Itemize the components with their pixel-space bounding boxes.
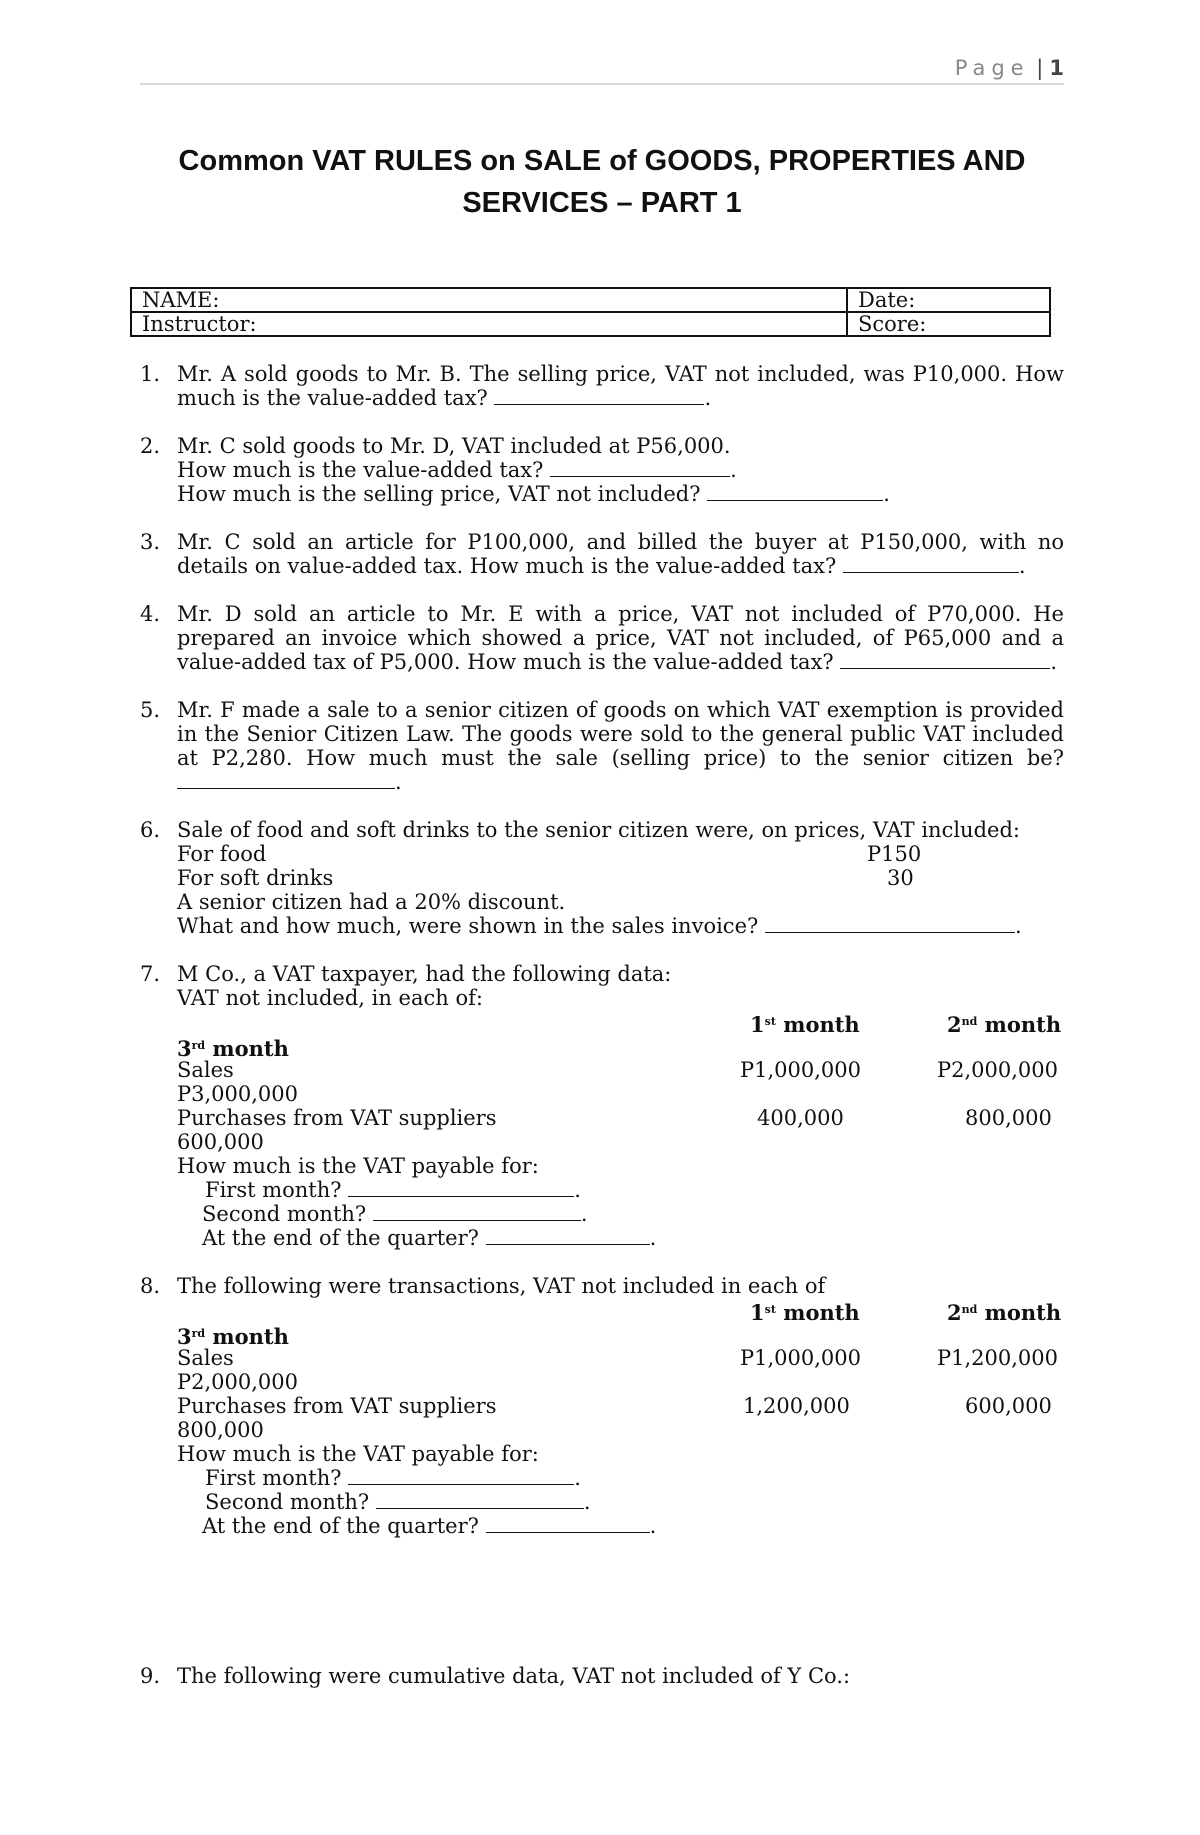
answer-blank[interactable] [373,1202,581,1221]
column-header-month-1: 1st month [750,1012,860,1037]
answer-blank[interactable] [707,482,883,501]
answer-blank[interactable] [486,1226,650,1245]
answer-blank[interactable] [376,1490,584,1509]
student-info-table [130,287,1051,337]
column-header-month-3: 3rd month [177,1324,289,1349]
score-field[interactable]: Score: [847,312,1050,336]
answer-blank[interactable] [843,554,1019,573]
page-number-header: Page | 1 [954,56,1064,80]
date-field[interactable]: Date: [847,288,1050,312]
answer-blank[interactable] [840,650,1050,669]
column-header-month-2: 2nd month [947,1012,1062,1037]
answer-blank[interactable] [348,1466,574,1485]
column-header-month-3: 3rd month [177,1036,289,1061]
header-rule [140,83,1064,85]
column-header-month-1: 1st month [750,1300,860,1325]
answer-blank[interactable] [348,1178,574,1197]
answer-blank[interactable] [765,914,1015,933]
answer-blank[interactable] [494,386,704,405]
answer-blank[interactable] [177,770,395,789]
answer-blank[interactable] [486,1514,650,1533]
answer-blank[interactable] [550,458,730,477]
column-header-month-2: 2nd month [947,1300,1062,1325]
document-title: Common VAT RULES on SALE of GOODS, PROPERTIES AND SERVICES – PART 1 [178,145,1026,219]
instructor-field[interactable]: Instructor: [131,312,847,336]
document-page: Page | 1 Common VAT RULES on SALE of GOODS, PROPERTIES AND SERVICES – PART 1 NAME: Date: Instructor: Score: 1. Mr. A sold goods to Mr. B. The selling price, VAT not included, was P10,000. How much is the value-added tax? . 2. Mr. C sold goods to Mr. D, VAT included at P56,000. How much is the value-added tax? . How much is the selling price, VAT not included? . 3. Mr. C sold an article for P100,000, and billed the buyer at P150,000, with no details on value-added tax. How much is the value-added tax? . 4. Mr. D sold an article to Mr. E with a price, VAT not included of P70,000. He prepared an invoice which showed a price, VAT not included, of P65,000 and a value-added tax of P5,000. How much is the value-added tax? . 5. Mr. F made a sale to a senior citizen of goods on which VAT exemption is provided in the Senior Citizen Law. The goods were sold to the general public VAT included at P2,280. How much must the sale (selling price) to the senior citizen be? . 6. Sale of food and soft drinks to the senior citizen were, on prices, VAT included: For food P150 For soft drinks 30 A senior citizen had a 20% discount. What and how much, were shown in the sales invoice? . 7. M Co., a VAT taxpayer, had the following data: VAT not included, in each of: 1st month 2nd month 3rd month Sales P1,000,000 P2,000,000 P3,000,000 Purchases from VAT suppliers 400,000 800,000 600,000 How much is the VAT payable for: First month? . Second month? . At the end of the quarter? . 8. The following were transactions, VAT not included in each of 1st month 2nd month 3rd month Sales P1,000,000 P1,200,000 P2,000,000 Purchases from VAT suppliers 1,200,000 600,000 800,000 How much is the VAT payable for: First month? . Second month? . At the end of the quarter? . 9. The following were cumulative data, VAT not included of Y Co.: [0,0,1200,1835]
name-field[interactable]: NAME: [131,288,847,312]
